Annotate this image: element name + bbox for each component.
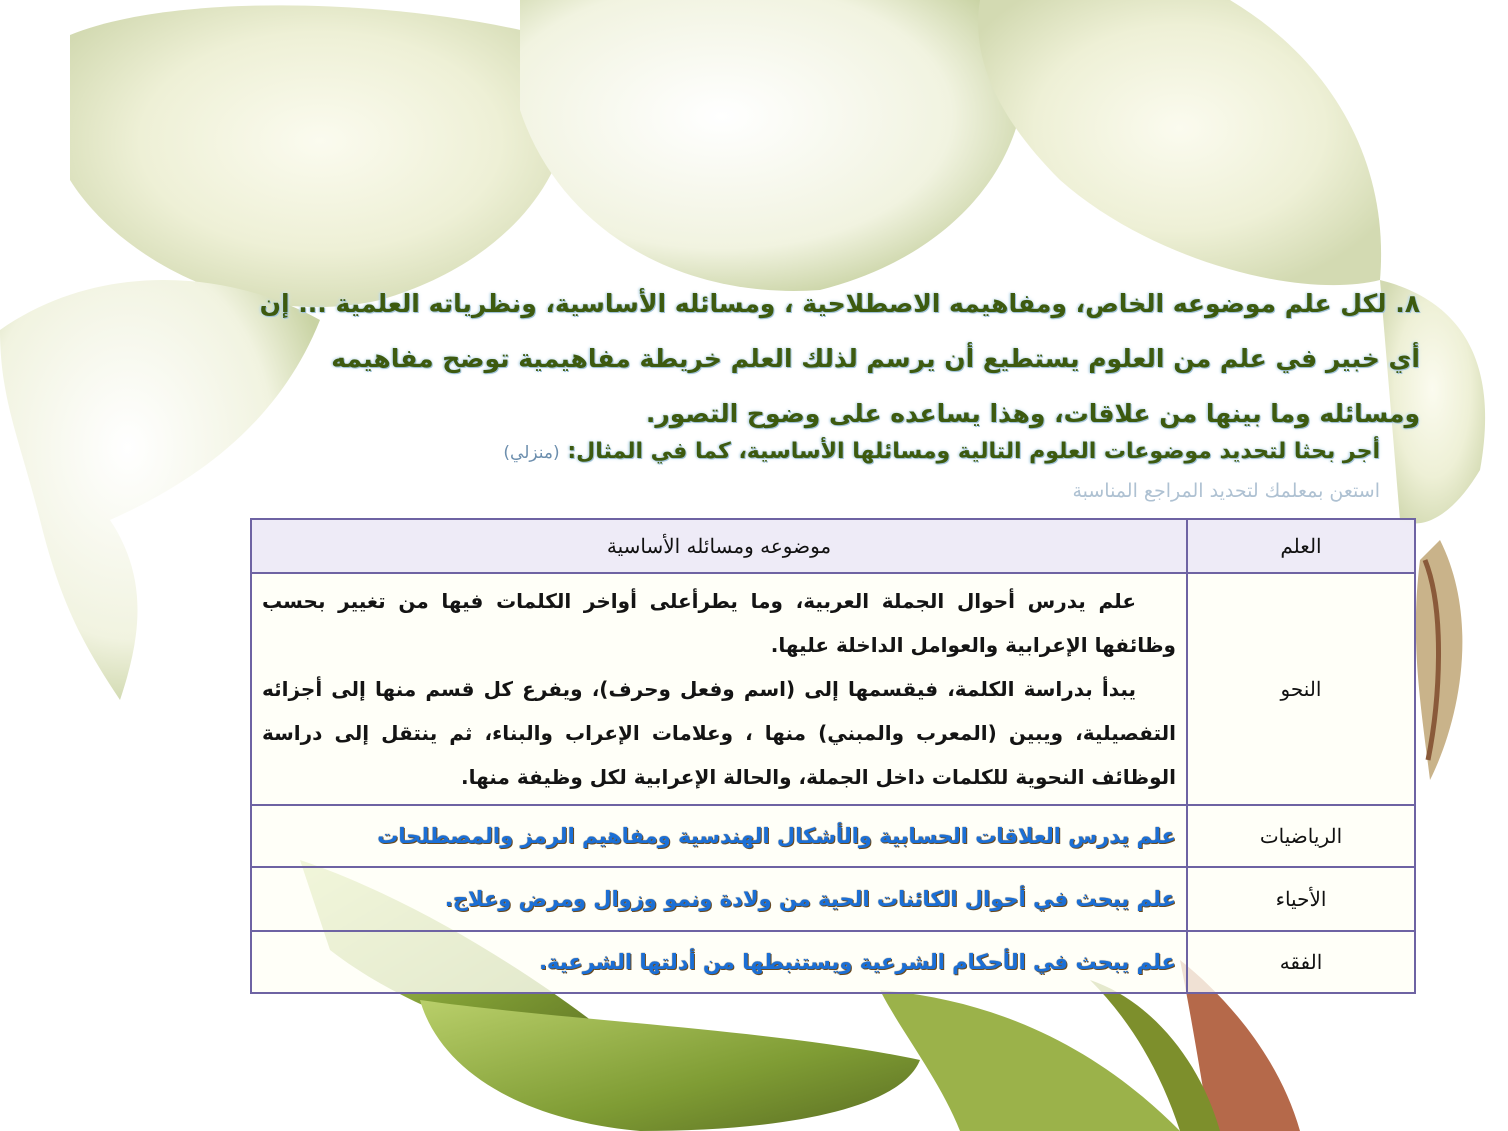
table-row <box>251 805 1415 867</box>
sciences-table <box>250 518 1416 994</box>
science-description: علم يدرس العلاقات الحسابية والأشكال الهندسية ومفاهيم الرمز والمصطلحات <box>251 805 1187 867</box>
science-description <box>251 573 1187 805</box>
science-name: الرياضيات <box>1187 805 1415 867</box>
science-name: الأحياء <box>1187 867 1415 931</box>
science-description: علم يبحث في أحوال الكائنات الحية من ولادة ونمو وزوال ومرض وعلاج. <box>251 867 1187 931</box>
science-name: الفقه <box>1187 931 1415 993</box>
science-name: النحو <box>1187 573 1415 805</box>
header-subject: موضوعه ومسائله الأساسية <box>251 519 1187 573</box>
header-science: العلم <box>1187 519 1415 573</box>
table-header-row <box>251 519 1415 573</box>
science-description: علم يبحث في الأحكام الشرعية ويستنبطها من أدلتها الشرعية. <box>251 931 1187 993</box>
task-text: أجر بحثا لتحديد موضوعات العلوم التالية ومسائلها الأساسية، كما في المثال: <box>567 439 1380 464</box>
table-row <box>251 931 1415 993</box>
table-row <box>251 573 1415 805</box>
description-paragraph: علم يدرس أحوال الجملة العربية، وما يطرأعلى أواخر الكلمات فيها من تغيير بحسب وظائفها الإعرابية والعوامل الداخلة عليها. <box>262 589 1176 657</box>
faded-note: استعن بمعلمك لتحديد المراجع المناسبة <box>1072 480 1380 502</box>
description-paragraph: يبدأ بدراسة الكلمة، فيقسمها إلى (اسم وفعل وحرف)، ويفرع كل قسم منها إلى أجزائه التفصيلية، ويبين (المعرب والمبني) منها ، وعلامات الإعراب والبناء، ثم ينتقل إلى دراسة الوظائف النحوية للكلمات داخل الجملة، والحالة الإعرابية لكل وظيفة منها. <box>262 677 1176 789</box>
task-note: (منزلي) <box>503 443 560 463</box>
task-instruction <box>250 436 1380 469</box>
table-row <box>251 867 1415 931</box>
intro-paragraph: ٨. لكل علم موضوعه الخاص، ومفاهيمه الاصطلاحية ، ومسائله الأساسية، ونظرياته العلمية ... إن أي خبير في علم من العلوم يستطيع أن يرسم لذلك العلم خريطة مفاهيمية توضح مفاهيمه ومسائله وما بينها من علاقات، وهذا يساعده على وضوح التصور. <box>259 289 1420 428</box>
